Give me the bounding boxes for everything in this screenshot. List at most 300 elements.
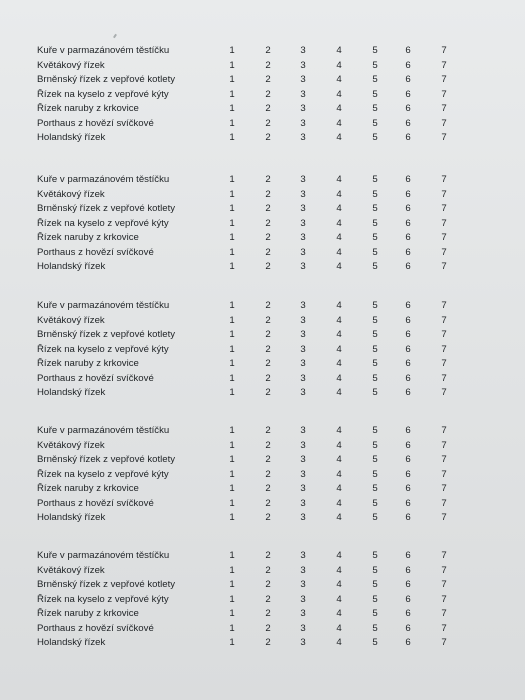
rating-row [0,44,525,59]
rating-option: 6 [405,343,411,355]
rating-option: 2 [265,593,271,605]
rating-option: 7 [441,300,447,311]
rating-option: 5 [372,550,378,561]
rating-option: 7 [441,188,447,200]
rating-option: 7 [441,468,447,480]
rating-row [0,439,525,454]
rating-option: 7 [441,358,447,369]
rating-option: 5 [372,232,378,243]
rating-row [0,202,525,217]
rating-option: 1 [229,59,235,71]
rating-option: 7 [441,439,447,451]
rating-option: 6 [405,45,411,56]
rating-option: 4 [336,593,342,605]
rating-option: 6 [405,439,411,451]
rating-option: 6 [405,300,411,311]
rating-option: 4 [336,132,342,143]
rating-option: 1 [229,358,235,369]
rating-option: 5 [372,358,378,369]
rating-option: 1 [229,454,235,465]
rating-option: 6 [405,468,411,480]
rating-option: 4 [336,74,342,85]
dish-name: Řízek naruby z krkovice [37,483,139,494]
rating-option: 6 [405,579,411,590]
rating-option: 1 [229,608,235,619]
rating-option: 5 [372,261,378,272]
rating-option: 4 [336,622,342,634]
rating-option: 5 [372,117,378,129]
rating-option: 5 [372,439,378,451]
rating-option: 5 [372,329,378,340]
rating-option: 2 [265,188,271,200]
rating-row [0,482,525,497]
rating-option: 6 [405,103,411,114]
rating-option: 1 [229,564,235,576]
dish-name: Brněnský řízek z vepřové kotlety [37,579,176,590]
rating-option: 1 [229,246,235,258]
rating-row [0,357,525,372]
rating-option: 6 [405,387,411,398]
dish-name: Řízek na kyselo z vepřové kýty [37,593,169,605]
rating-option: 2 [265,300,271,311]
rating-option: 7 [441,608,447,619]
dish-name: Porthaus z hovězí svíčkové [37,497,154,509]
paper-speck [113,34,117,38]
rating-option: 3 [300,45,306,56]
rating-option: 3 [300,74,306,85]
rating-option: 7 [441,637,447,648]
rating-option: 2 [265,261,271,272]
rating-option: 6 [405,564,411,576]
rating-row [0,88,525,103]
rating-option: 4 [336,637,342,648]
rating-option: 2 [265,637,271,648]
rating-row [0,564,525,579]
rating-option: 6 [405,637,411,648]
rating-row [0,73,525,88]
rating-option: 1 [229,74,235,85]
rating-option: 2 [265,468,271,480]
rating-option: 5 [372,593,378,605]
rating-option: 4 [336,372,342,384]
rating-option: 5 [372,387,378,398]
rating-option: 4 [336,512,342,523]
rating-option: 4 [336,203,342,214]
rating-option: 2 [265,550,271,561]
rating-option: 2 [265,88,271,100]
rating-row [0,314,525,329]
rating-row [0,102,525,117]
rating-option: 6 [405,217,411,229]
rating-option: 2 [265,358,271,369]
rating-option: 2 [265,497,271,509]
rating-option: 5 [372,608,378,619]
rating-option: 2 [265,564,271,576]
rating-option: 3 [300,564,306,576]
rating-option: 2 [265,132,271,143]
rating-option: 3 [300,550,306,561]
dish-name: Řízek naruby z krkovice [37,103,139,114]
rating-option: 5 [372,59,378,71]
rating-option: 5 [372,372,378,384]
rating-option: 6 [405,608,411,619]
dish-name: Řízek naruby z krkovice [37,232,139,243]
rating-block-5 [0,549,525,651]
rating-option: 1 [229,300,235,311]
rating-option: 5 [372,564,378,576]
rating-option: 7 [441,132,447,143]
rating-option: 5 [372,88,378,100]
rating-option: 5 [372,497,378,509]
rating-option: 4 [336,608,342,619]
rating-block-2 [0,173,525,275]
rating-option: 4 [336,358,342,369]
rating-option: 4 [336,174,342,185]
dish-name: Holandský řízek [37,637,106,648]
rating-option: 3 [300,343,306,355]
rating-block-1 [0,44,525,146]
rating-option: 6 [405,329,411,340]
rating-option: 4 [336,117,342,129]
rating-row [0,424,525,439]
rating-option: 7 [441,579,447,590]
rating-option: 2 [265,203,271,214]
rating-option: 1 [229,593,235,605]
rating-option: 7 [441,74,447,85]
rating-option: 7 [441,564,447,576]
rating-option: 1 [229,550,235,561]
rating-option: 2 [265,246,271,258]
rating-option: 7 [441,387,447,398]
rating-option: 2 [265,483,271,494]
rating-option: 3 [300,246,306,258]
dish-name: Brněnský řízek z vepřové kotlety [37,329,176,340]
rating-option: 4 [336,300,342,311]
dish-name: Řízek na kyselo z vepřové kýty [37,343,169,355]
rating-option: 1 [229,103,235,114]
rating-option: 1 [229,217,235,229]
rating-option: 2 [265,454,271,465]
dish-name: Holandský řízek [37,512,106,523]
rating-option: 6 [405,59,411,71]
rating-block-4 [0,424,525,526]
rating-option: 6 [405,483,411,494]
dish-name: Řízek na kyselo z vepřové kýty [37,217,169,229]
rating-row [0,173,525,188]
rating-option: 1 [229,232,235,243]
rating-option: 6 [405,88,411,100]
rating-option: 1 [229,579,235,590]
rating-row [0,607,525,622]
rating-option: 7 [441,425,447,436]
rating-option: 3 [300,439,306,451]
rating-option: 1 [229,174,235,185]
rating-option: 3 [300,217,306,229]
dish-name: Řízek na kyselo z vepřové kýty [37,468,169,480]
rating-option: 3 [300,593,306,605]
rating-option: 4 [336,468,342,480]
rating-row [0,59,525,74]
rating-option: 6 [405,454,411,465]
dish-name: Řízek na kyselo z vepřové kýty [37,88,169,100]
rating-option: 4 [336,329,342,340]
rating-row [0,117,525,132]
rating-option: 4 [336,497,342,509]
rating-option: 1 [229,387,235,398]
rating-option: 6 [405,593,411,605]
dish-name: Řízek naruby z krkovice [37,358,139,369]
rating-option: 5 [372,74,378,85]
rating-option: 7 [441,232,447,243]
rating-option: 5 [372,246,378,258]
rating-option: 3 [300,358,306,369]
rating-option: 3 [300,622,306,634]
rating-row [0,131,525,146]
rating-row [0,593,525,608]
rating-option: 3 [300,132,306,143]
rating-option: 6 [405,203,411,214]
rating-option: 3 [300,372,306,384]
rating-option: 4 [336,343,342,355]
rating-option: 5 [372,468,378,480]
dish-name: Kuře v parmazánovém těstíčku [37,300,170,311]
rating-option: 6 [405,232,411,243]
rating-option: 1 [229,132,235,143]
dish-name: Holandský řízek [37,132,106,143]
rating-row [0,622,525,637]
rating-option: 2 [265,579,271,590]
dish-name: Brněnský řízek z vepřové kotlety [37,454,176,465]
rating-row [0,299,525,314]
rating-option: 3 [300,203,306,214]
dish-name: Kuře v parmazánovém těstíčku [37,174,170,185]
rating-option: 4 [336,232,342,243]
rating-option: 5 [372,132,378,143]
rating-option: 3 [300,300,306,311]
rating-option: 6 [405,246,411,258]
rating-option: 1 [229,372,235,384]
rating-option: 1 [229,497,235,509]
rating-option: 7 [441,174,447,185]
rating-row [0,260,525,275]
dish-name: Květákový řízek [37,314,105,326]
rating-option: 2 [265,512,271,523]
rating-option: 4 [336,45,342,56]
rating-option: 2 [265,117,271,129]
rating-option: 7 [441,217,447,229]
rating-block-3 [0,299,525,401]
rating-option: 5 [372,454,378,465]
rating-option: 7 [441,483,447,494]
rating-option: 3 [300,637,306,648]
rating-option: 1 [229,622,235,634]
rating-option: 6 [405,132,411,143]
rating-option: 4 [336,425,342,436]
rating-option: 3 [300,314,306,326]
rating-row [0,372,525,387]
dish-name: Porthaus z hovězí svíčkové [37,117,154,129]
rating-option: 7 [441,622,447,634]
rating-option: 3 [300,103,306,114]
rating-option: 6 [405,497,411,509]
rating-row [0,511,525,526]
rating-option: 2 [265,232,271,243]
dish-name: Řízek naruby z krkovice [37,608,139,619]
rating-option: 3 [300,512,306,523]
rating-row [0,217,525,232]
rating-option: 4 [336,246,342,258]
rating-option: 7 [441,550,447,561]
rating-option: 3 [300,468,306,480]
rating-option: 1 [229,314,235,326]
rating-option: 2 [265,103,271,114]
rating-option: 2 [265,74,271,85]
rating-option: 2 [265,45,271,56]
rating-option: 6 [405,425,411,436]
rating-option: 1 [229,117,235,129]
rating-option: 3 [300,188,306,200]
rating-option: 1 [229,468,235,480]
rating-option: 2 [265,387,271,398]
rating-option: 2 [265,329,271,340]
rating-option: 3 [300,483,306,494]
rating-option: 7 [441,497,447,509]
rating-row [0,578,525,593]
rating-option: 5 [372,314,378,326]
rating-option: 3 [300,329,306,340]
rating-option: 1 [229,329,235,340]
dish-name: Brněnský řízek z vepřové kotlety [37,74,176,85]
rating-option: 2 [265,439,271,451]
rating-row [0,328,525,343]
rating-option: 3 [300,117,306,129]
rating-option: 5 [372,637,378,648]
rating-option: 5 [372,622,378,634]
rating-option: 5 [372,579,378,590]
rating-option: 2 [265,59,271,71]
rating-option: 7 [441,246,447,258]
rating-option: 4 [336,439,342,451]
rating-option: 6 [405,261,411,272]
rating-option: 3 [300,579,306,590]
rating-option: 5 [372,343,378,355]
rating-option: 7 [441,329,447,340]
rating-option: 6 [405,358,411,369]
rating-option: 1 [229,88,235,100]
rating-option: 2 [265,174,271,185]
rating-option: 5 [372,103,378,114]
rating-row [0,497,525,512]
rating-option: 1 [229,512,235,523]
rating-option: 2 [265,314,271,326]
rating-option: 4 [336,59,342,71]
rating-row [0,549,525,564]
rating-option: 7 [441,59,447,71]
rating-option: 3 [300,425,306,436]
rating-option: 6 [405,550,411,561]
rating-option: 1 [229,425,235,436]
rating-option: 6 [405,74,411,85]
rating-option: 7 [441,117,447,129]
rating-row [0,636,525,651]
rating-row [0,188,525,203]
dish-name: Kuře v parmazánovém těstíčku [37,45,170,56]
rating-option: 1 [229,45,235,56]
rating-option: 3 [300,88,306,100]
rating-option: 1 [229,343,235,355]
rating-option: 2 [265,608,271,619]
rating-option: 4 [336,217,342,229]
rating-option: 2 [265,343,271,355]
rating-row [0,246,525,261]
rating-option: 4 [336,88,342,100]
dish-name: Květákový řízek [37,564,105,576]
rating-option: 3 [300,454,306,465]
rating-option: 5 [372,483,378,494]
rating-option: 3 [300,608,306,619]
rating-option: 4 [336,188,342,200]
rating-option: 7 [441,261,447,272]
rating-option: 5 [372,300,378,311]
dish-name: Květákový řízek [37,188,105,200]
rating-option: 4 [336,579,342,590]
rating-option: 7 [441,593,447,605]
rating-option: 1 [229,203,235,214]
rating-option: 7 [441,343,447,355]
rating-option: 7 [441,512,447,523]
rating-option: 3 [300,174,306,185]
dish-name: Porthaus z hovězí svíčkové [37,372,154,384]
rating-option: 4 [336,454,342,465]
rating-option: 6 [405,512,411,523]
rating-option: 4 [336,550,342,561]
rating-option: 1 [229,261,235,272]
dish-name: Kuře v parmazánovém těstíčku [37,550,170,561]
rating-option: 1 [229,188,235,200]
rating-option: 6 [405,314,411,326]
dish-name: Porthaus z hovězí svíčkové [37,246,154,258]
rating-option: 3 [300,232,306,243]
rating-option: 2 [265,622,271,634]
rating-row [0,231,525,246]
dish-name: Kuře v parmazánovém těstíčku [37,425,170,436]
rating-option: 3 [300,497,306,509]
rating-option: 6 [405,174,411,185]
dish-name: Květákový řízek [37,439,105,451]
rating-option: 2 [265,372,271,384]
rating-option: 5 [372,512,378,523]
rating-option: 2 [265,425,271,436]
rating-option: 7 [441,314,447,326]
dish-name: Holandský řízek [37,387,106,398]
rating-option: 1 [229,637,235,648]
rating-option: 7 [441,372,447,384]
rating-row [0,453,525,468]
rating-option: 5 [372,217,378,229]
rating-option: 1 [229,439,235,451]
rating-option: 7 [441,103,447,114]
rating-option: 4 [336,564,342,576]
rating-option: 5 [372,425,378,436]
rating-option: 6 [405,372,411,384]
rating-option: 2 [265,217,271,229]
rating-option: 6 [405,188,411,200]
dish-name: Porthaus z hovězí svíčkové [37,622,154,634]
rating-option: 7 [441,454,447,465]
rating-option: 3 [300,387,306,398]
rating-option: 4 [336,483,342,494]
rating-option: 5 [372,45,378,56]
